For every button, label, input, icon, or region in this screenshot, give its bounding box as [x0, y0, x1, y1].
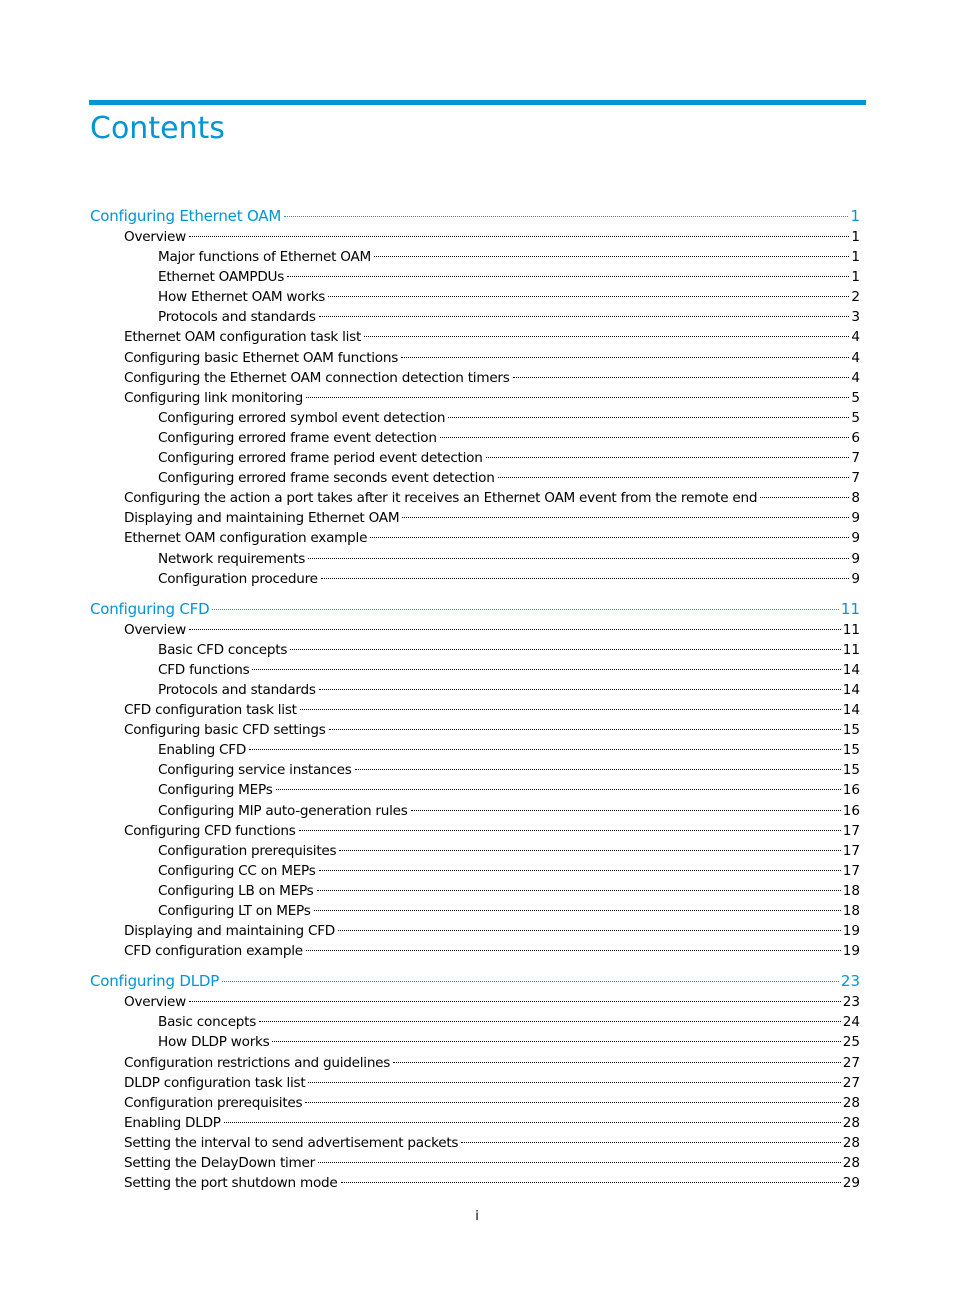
toc-entry[interactable]: [90, 760, 860, 780]
toc-entry-title: Displaying and maintaining Ethernet OAM: [124, 510, 400, 527]
toc-entry-page: 23: [842, 994, 860, 1011]
toc-entry-page: 11: [840, 599, 860, 618]
dot-leader: [306, 397, 849, 398]
toc-entry-title: Configuration prerequisites: [158, 842, 337, 859]
dot-leader: [276, 789, 841, 790]
dot-leader: [300, 709, 841, 710]
toc-entry-page: 17: [842, 862, 860, 879]
dot-leader: [339, 850, 840, 851]
toc-entry-page: 11: [842, 621, 860, 638]
toc-entry-page: 4: [851, 349, 860, 366]
dot-leader: [308, 558, 849, 559]
toc-entry-page: 1: [851, 249, 860, 266]
toc-entry-page: 4: [851, 369, 860, 386]
toc-entry-title: Ethernet OAM configuration task list: [124, 329, 362, 346]
toc-entry[interactable]: [90, 1173, 860, 1193]
dot-leader: [299, 830, 841, 831]
toc-chapter-entry[interactable]: [90, 599, 860, 620]
toc-entry[interactable]: [90, 1032, 860, 1052]
toc-entry-title: Setting the interval to send advertisement packets: [124, 1134, 459, 1151]
toc-entry-title: Configuring errored frame period event detection: [158, 450, 483, 467]
dot-leader: [461, 1142, 840, 1143]
toc-entry-page: 3: [851, 309, 860, 326]
dot-leader: [370, 537, 849, 538]
toc-entry-title: Protocols and standards: [158, 309, 316, 326]
toc-entry-title: Configuring the Ethernet OAM connection detection timers: [124, 369, 510, 386]
toc-entry-page: 5: [851, 389, 860, 406]
dot-leader: [249, 749, 841, 750]
dot-leader: [338, 930, 841, 931]
dot-leader: [308, 1082, 840, 1083]
toc-entry-title: Configuring service instances: [158, 762, 352, 779]
dot-leader: [306, 950, 841, 951]
toc-entry-page: 7: [851, 450, 860, 467]
dot-leader: [401, 357, 849, 358]
toc-entry-page: 16: [842, 802, 860, 819]
toc-entry[interactable]: [90, 307, 860, 327]
toc-entry-page: 15: [842, 722, 860, 739]
toc-entry[interactable]: [90, 861, 860, 881]
toc-entry[interactable]: [90, 841, 860, 861]
dot-leader: [328, 296, 849, 297]
toc-entry[interactable]: [90, 740, 860, 760]
dot-leader: [321, 578, 850, 579]
toc-entry[interactable]: [90, 428, 860, 448]
toc-entry-title: Ethernet OAMPDUs: [158, 269, 285, 286]
toc-entry-title: Configuration procedure: [158, 570, 318, 587]
toc-entry-page: 17: [842, 822, 860, 839]
toc-entry-page: 14: [842, 661, 860, 678]
toc-entry[interactable]: [90, 448, 860, 468]
toc-entry-page: 9: [851, 530, 860, 547]
toc-entry[interactable]: [90, 569, 860, 589]
toc-entry-title: Configuring CC on MEPs: [158, 862, 316, 879]
toc-entry[interactable]: [90, 660, 860, 680]
toc-entry[interactable]: [90, 1113, 860, 1133]
toc-entry-title: CFD configuration task list: [124, 702, 297, 719]
toc-entry-title: Configuring errored symbol event detection: [158, 409, 446, 426]
toc-entry-title: Basic concepts: [158, 1014, 257, 1031]
toc-entry-page: 16: [842, 782, 860, 799]
toc-entry[interactable]: [90, 640, 860, 660]
toc-entry-page: 19: [842, 923, 860, 940]
toc-section: [90, 971, 860, 1193]
toc-entry-page: 18: [842, 882, 860, 899]
toc-entry-page: 9: [851, 570, 860, 587]
toc-entry-title: Overview: [124, 229, 186, 245]
dot-leader: [224, 1122, 841, 1123]
toc-entry[interactable]: [90, 508, 860, 528]
toc-entry-page: 1: [851, 229, 860, 245]
toc-entry-page: 28: [842, 1094, 860, 1111]
dot-leader: [402, 517, 849, 518]
toc-entry-page: 7: [851, 470, 860, 487]
dot-leader: [498, 477, 850, 478]
toc-entry-title: Basic CFD concepts: [158, 641, 288, 658]
dot-leader: [212, 609, 838, 610]
toc-entry[interactable]: [90, 700, 860, 720]
toc-entry-page: 15: [842, 742, 860, 759]
toc-entry-page: 11: [842, 641, 860, 658]
dot-leader: [448, 417, 849, 418]
toc-entry-page: 27: [842, 1074, 860, 1091]
toc-entry-page: 28: [842, 1114, 860, 1131]
toc-entry[interactable]: [90, 388, 860, 408]
dot-leader: [317, 890, 841, 891]
dot-leader: [355, 769, 841, 770]
toc-entry-title: Configuring basic CFD settings: [124, 722, 326, 739]
toc-entry[interactable]: [90, 1053, 860, 1073]
dot-leader: [374, 256, 849, 257]
page-number: i: [475, 1209, 479, 1224]
dot-leader: [189, 629, 841, 630]
toc-section: [90, 599, 860, 962]
dot-leader: [287, 276, 849, 277]
toc-entry-title: DLDP configuration task list: [124, 1074, 306, 1091]
toc-entry[interactable]: [90, 720, 860, 740]
toc-entry[interactable]: [90, 992, 860, 1012]
toc-entry[interactable]: [90, 488, 860, 508]
toc-entry-title: Configuring MIP auto-generation rules: [158, 802, 408, 819]
dot-leader: [513, 377, 850, 378]
dot-leader: [393, 1062, 841, 1063]
toc-entry-title: Configuring CFD: [90, 599, 210, 618]
toc-entry-page: 9: [851, 550, 860, 567]
toc-entry-page: 23: [840, 972, 860, 991]
toc-entry[interactable]: [90, 780, 860, 800]
toc-entry-title: Configuring Ethernet OAM: [90, 207, 282, 225]
toc-section: [90, 206, 860, 589]
toc-entry-page: 1: [850, 207, 860, 225]
toc-entry[interactable]: [90, 368, 860, 388]
dot-leader: [440, 437, 850, 438]
toc-entry[interactable]: [90, 227, 860, 247]
toc-entry-page: 28: [842, 1134, 860, 1151]
toc-entry[interactable]: [90, 1093, 860, 1113]
toc-entry-title: Configuring basic Ethernet OAM functions: [124, 349, 399, 366]
dot-leader: [760, 497, 849, 498]
toc-entry-title: Enabling DLDP: [124, 1114, 221, 1131]
dot-leader: [329, 729, 841, 730]
toc-chapter-entry[interactable]: [90, 206, 860, 227]
toc-entry-page: 14: [842, 702, 860, 719]
toc-entry-title: Ethernet OAM configuration example: [124, 530, 368, 547]
dot-leader: [486, 457, 850, 458]
dot-leader: [364, 336, 849, 337]
toc-entry-page: 8: [851, 490, 860, 507]
toc-entry-title: Configuring errored frame event detection: [158, 429, 437, 446]
toc-entry-title: Overview: [124, 994, 186, 1011]
toc-entry-title: CFD functions: [158, 661, 250, 678]
toc-entry-title: Configuration restrictions and guidelines: [124, 1054, 391, 1071]
toc-entry[interactable]: [90, 327, 860, 347]
toc-entry[interactable]: [90, 348, 860, 368]
toc-entry[interactable]: [90, 680, 860, 700]
table-of-contents: [90, 206, 860, 1193]
toc-entry-title: Configuring LT on MEPs: [158, 903, 311, 919]
toc-chapter-entry[interactable]: [90, 971, 860, 992]
toc-entry-page: 2: [851, 289, 860, 306]
dot-leader: [305, 1102, 840, 1103]
toc-entry-page: 17: [842, 842, 860, 859]
toc-entry-page: 15: [842, 762, 860, 779]
toc-entry-page: 24: [842, 1014, 860, 1031]
toc-entry-title: Displaying and maintaining CFD: [124, 923, 335, 940]
toc-entry[interactable]: [90, 801, 860, 821]
toc-entry-title: How Ethernet OAM works: [158, 289, 326, 306]
toc-entry[interactable]: [90, 408, 860, 428]
toc-entry[interactable]: [90, 921, 860, 941]
toc-entry-title: Overview: [124, 621, 186, 638]
toc-entry-page: 1: [851, 269, 860, 286]
toc-entry-title: Setting the DelayDown timer: [124, 1155, 315, 1172]
toc-entry-page: 18: [842, 903, 860, 919]
dot-leader: [284, 216, 848, 217]
toc-entry-page: 14: [842, 681, 860, 698]
dot-leader: [319, 316, 850, 317]
toc-entry-title: Configuring CFD functions: [124, 822, 296, 839]
dot-leader: [319, 689, 841, 690]
dot-leader: [189, 236, 849, 237]
toc-entry-page: 27: [842, 1054, 860, 1071]
toc-entry-title: Enabling CFD: [158, 742, 247, 759]
title-rule: [89, 100, 866, 105]
dot-leader: [290, 649, 840, 650]
toc-entry-title: Protocols and standards: [158, 681, 316, 698]
toc-entry-page: 5: [851, 409, 860, 426]
dot-leader: [222, 981, 839, 982]
toc-entry-title: Major functions of Ethernet OAM: [158, 249, 372, 266]
toc-entry[interactable]: [90, 1133, 860, 1153]
toc-entry[interactable]: [90, 1153, 860, 1173]
toc-entry[interactable]: [90, 1012, 860, 1032]
toc-entry[interactable]: [90, 468, 860, 488]
toc-entry[interactable]: [90, 881, 860, 901]
toc-entry-title: How DLDP works: [158, 1034, 270, 1051]
toc-entry-title: Setting the port shutdown mode: [124, 1175, 338, 1192]
dot-leader: [341, 1182, 841, 1183]
toc-entry-title: Configuring DLDP: [90, 972, 220, 991]
toc-entry-title: Configuring errored frame seconds event detection: [158, 470, 495, 487]
toc-entry[interactable]: [90, 247, 860, 267]
dot-leader: [318, 1162, 841, 1163]
toc-entry[interactable]: [90, 287, 860, 307]
dot-leader: [189, 1001, 841, 1002]
toc-entry-title: Configuring LB on MEPs: [158, 882, 314, 899]
toc-entry-title: CFD configuration example: [124, 943, 303, 960]
dot-leader: [259, 1021, 841, 1022]
toc-entry-title: Network requirements: [158, 550, 306, 567]
toc-entry[interactable]: [90, 821, 860, 841]
toc-entry-page: 4: [851, 329, 860, 346]
dot-leader: [314, 910, 841, 911]
toc-entry-page: 9: [851, 510, 860, 527]
dot-leader: [411, 810, 841, 811]
toc-entry[interactable]: [90, 1073, 860, 1093]
toc-entry-page: 28: [842, 1155, 860, 1172]
page-title: Contents: [90, 111, 225, 146]
toc-entry-page: 6: [851, 429, 860, 446]
toc-entry-title: Configuration prerequisites: [124, 1094, 303, 1111]
toc-entry-page: 25: [842, 1034, 860, 1051]
toc-entry-page: 29: [842, 1175, 860, 1192]
toc-entry-title: Configuring link monitoring: [124, 389, 303, 406]
toc-entry-title: Configuring MEPs: [158, 782, 273, 799]
dot-leader: [319, 870, 841, 871]
toc-entry[interactable]: [90, 528, 860, 548]
toc-entry[interactable]: [90, 901, 860, 921]
toc-entry[interactable]: [90, 941, 860, 961]
toc-entry-page: 19: [842, 943, 860, 960]
toc-entry[interactable]: [90, 267, 860, 287]
toc-entry[interactable]: [90, 620, 860, 640]
dot-leader: [252, 669, 840, 670]
dot-leader: [272, 1041, 840, 1042]
toc-entry[interactable]: [90, 549, 860, 569]
toc-entry-title: Configuring the action a port takes after it receives an Ethernet OAM event from the remote end: [124, 490, 758, 507]
